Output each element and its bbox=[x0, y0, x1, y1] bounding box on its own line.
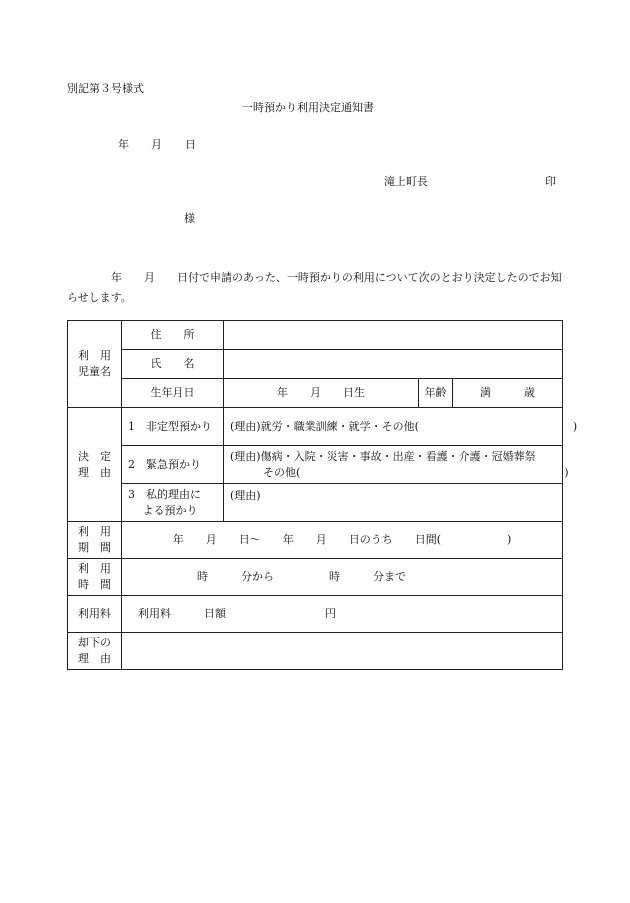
period-field[interactable]: 年 月 日～ 年 月 日のうち 日間( ) bbox=[122, 522, 563, 559]
reason2-field[interactable] bbox=[224, 446, 569, 484]
fee-field[interactable]: 利用料 日額 円 bbox=[122, 596, 563, 633]
recipient-honorific: 様 bbox=[184, 212, 195, 225]
birth-field[interactable]: 年 月 日生 bbox=[224, 379, 419, 408]
rejection-field[interactable] bbox=[122, 633, 563, 670]
issuer-mayor: 滝上町長 bbox=[384, 175, 428, 188]
reason1-label: 1 非定型預かり bbox=[122, 408, 224, 446]
document-title: 一時預かり利用決定通知書 bbox=[242, 101, 374, 114]
date-month: 月 bbox=[151, 138, 162, 151]
reason2-line1: (理由)傷病・入院・災害・事故・出産・看護・介護・冠婚葬祭 bbox=[230, 449, 536, 463]
reason2-label: 2 緊急預かり bbox=[122, 446, 224, 484]
age-field[interactable]: 満 歳 bbox=[452, 379, 562, 408]
rejection-label: 却下の 理 由 bbox=[68, 633, 122, 670]
intro-text: 年 月 日付で申請のあった、一時預かりの利用について次のとおり決定したのでお知らせします。 bbox=[67, 271, 562, 304]
name-field[interactable] bbox=[224, 350, 563, 379]
decision-table bbox=[67, 320, 578, 670]
child-label: 利 用 児童名 bbox=[68, 321, 122, 408]
fee-label: 利用料 bbox=[68, 596, 122, 633]
birth-label: 生年月日 bbox=[122, 379, 224, 408]
form-number: 別記第３号様式 bbox=[67, 82, 144, 95]
age-label: 年齢 bbox=[418, 379, 452, 408]
reason2-line2: その他( ) bbox=[230, 465, 569, 479]
date-day: 日 bbox=[185, 138, 196, 151]
address-label: 住 所 bbox=[122, 321, 224, 350]
time-label: 利 用 時 間 bbox=[68, 559, 122, 596]
name-label: 氏 名 bbox=[122, 350, 224, 379]
reason1-field[interactable]: (理由)就労・職業訓練・就学・その他( ) bbox=[224, 408, 563, 446]
date-year: 年 bbox=[118, 138, 129, 151]
address-field[interactable] bbox=[224, 321, 563, 350]
decision-label: 決 定 理 由 bbox=[68, 408, 122, 522]
reason3-field[interactable]: (理由) bbox=[224, 484, 563, 522]
time-field[interactable]: 時 分から 時 分まで bbox=[122, 559, 563, 596]
period-label: 利 用 期 間 bbox=[68, 522, 122, 559]
reason3-label: 3 私的理由に よる預かり bbox=[122, 484, 224, 522]
seal-mark: 印 bbox=[545, 175, 556, 188]
